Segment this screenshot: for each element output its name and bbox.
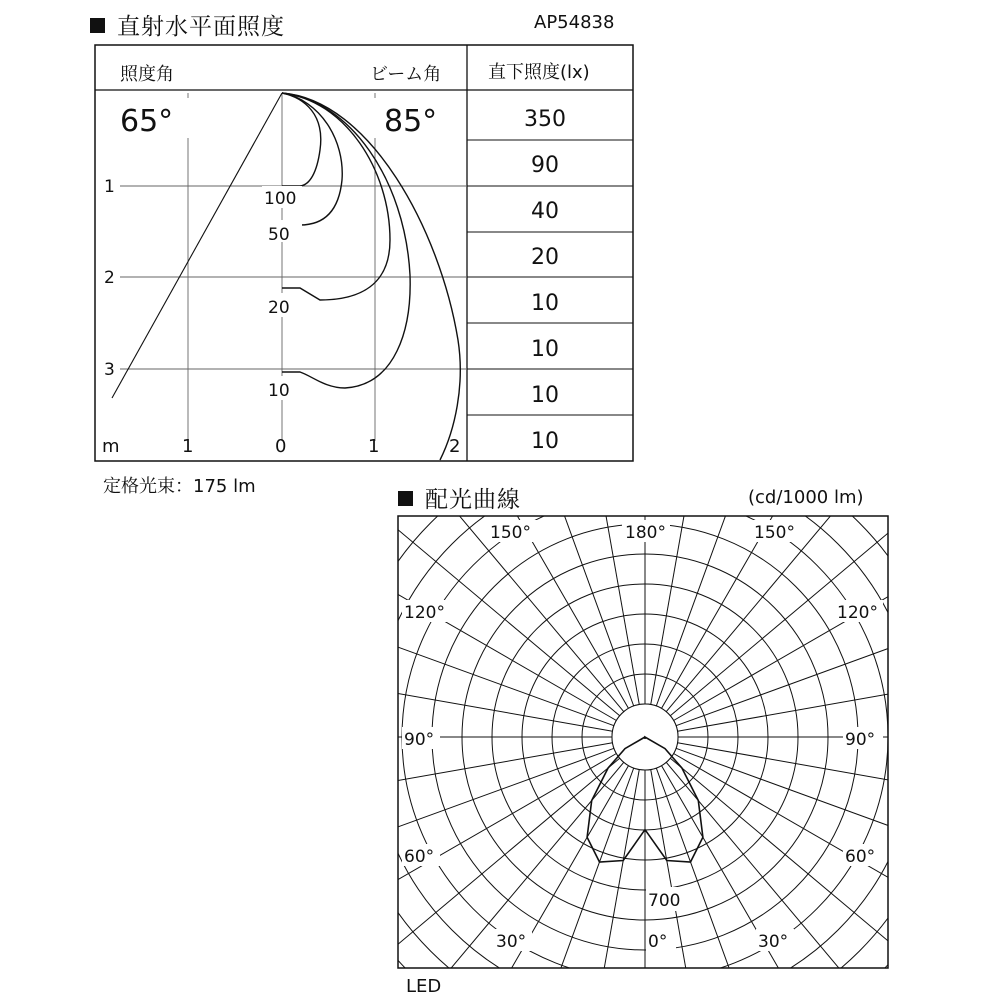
center-illum-value: 20 bbox=[531, 245, 559, 270]
angle-label-120-right: 120° bbox=[837, 603, 878, 623]
illuminance-angle-value: 65° bbox=[120, 104, 174, 139]
x-tick-1-left: 1 bbox=[182, 436, 194, 457]
center-illum-value: 90 bbox=[531, 153, 559, 178]
distribution-section-title: 配光曲線 bbox=[398, 481, 521, 514]
contour-label-20: 20 bbox=[268, 298, 290, 318]
angle-label-120-left: 120° bbox=[404, 603, 445, 623]
contour-label-50: 50 bbox=[268, 225, 290, 245]
distribution-unit: (cd/1000 lm) bbox=[748, 487, 864, 508]
polar-spoke bbox=[677, 662, 1000, 731]
polar-spoke bbox=[270, 754, 616, 954]
polar-spoke bbox=[497, 768, 634, 1000]
polar-spoke bbox=[670, 758, 976, 1000]
angle-label-30-right: 30° bbox=[758, 932, 789, 952]
x-axis-unit: m bbox=[102, 436, 120, 457]
illuminance-section-title: 直射水平面照度 bbox=[90, 8, 285, 41]
angle-label-60-left: 60° bbox=[404, 847, 435, 867]
polar-spoke bbox=[656, 768, 793, 1000]
contour-label-100: 100 bbox=[264, 189, 297, 209]
rated-luminous-flux: 定格光束：175 lm bbox=[103, 476, 256, 497]
angle-label-90-right: 90° bbox=[845, 730, 876, 750]
model-number: AP54838 bbox=[534, 12, 615, 33]
angle-label-60-right: 60° bbox=[845, 847, 876, 867]
light-source-label: LED bbox=[406, 976, 442, 997]
center-illum-value: 10 bbox=[531, 291, 559, 316]
center-illum-value: 10 bbox=[531, 429, 559, 454]
center-illuminance-header: 直下照度(lx) bbox=[488, 62, 590, 83]
angle-label-90-left: 90° bbox=[404, 730, 435, 750]
polar-spoke bbox=[666, 762, 923, 1000]
polar-spoke bbox=[677, 743, 1000, 812]
x-tick-2: 2 bbox=[449, 436, 461, 457]
distance-label-1: 1 bbox=[104, 177, 115, 197]
center-illum-value: 10 bbox=[531, 383, 559, 408]
distance-label-3: 3 bbox=[104, 360, 115, 380]
polar-spoke bbox=[676, 748, 1000, 885]
polar-spoke bbox=[313, 459, 619, 716]
x-tick-1-right: 1 bbox=[368, 436, 380, 457]
polar-spoke bbox=[670, 459, 976, 716]
polar-spoke bbox=[367, 405, 624, 711]
beam-angle-value: 85° bbox=[384, 104, 438, 139]
center-illum-value: 350 bbox=[524, 107, 566, 132]
polar-spoke bbox=[666, 405, 923, 711]
polar-grid bbox=[212, 304, 1000, 1000]
angle-label-150-right: 150° bbox=[754, 523, 795, 543]
polar-spoke bbox=[313, 758, 619, 1000]
polar-spoke bbox=[497, 330, 634, 706]
center-illum-value: 40 bbox=[531, 199, 559, 224]
distance-label-2: 2 bbox=[104, 268, 115, 288]
polar-ring bbox=[282, 374, 1000, 1000]
angle-label-150-left: 150° bbox=[490, 523, 531, 543]
contour-label-10: 10 bbox=[268, 381, 290, 401]
angle-label-30-left: 30° bbox=[496, 932, 527, 952]
polar-spoke bbox=[674, 754, 1000, 954]
polar-spoke bbox=[219, 662, 613, 731]
polar-spoke bbox=[570, 311, 639, 705]
polar-spoke bbox=[651, 311, 720, 705]
angle-label-180: 180° bbox=[625, 523, 666, 543]
illuminance-angle-label: 照度角 bbox=[120, 64, 174, 85]
polar-spoke bbox=[219, 743, 613, 812]
polar-spoke bbox=[367, 762, 624, 1000]
center-illum-value: 10 bbox=[531, 337, 559, 362]
x-tick-0: 0 bbox=[275, 436, 287, 457]
scale-label-700: 700 bbox=[648, 891, 681, 911]
angle-label-0: 0° bbox=[648, 932, 668, 952]
beam-angle-label: ビーム角 bbox=[370, 64, 442, 85]
polar-spoke bbox=[656, 330, 793, 706]
